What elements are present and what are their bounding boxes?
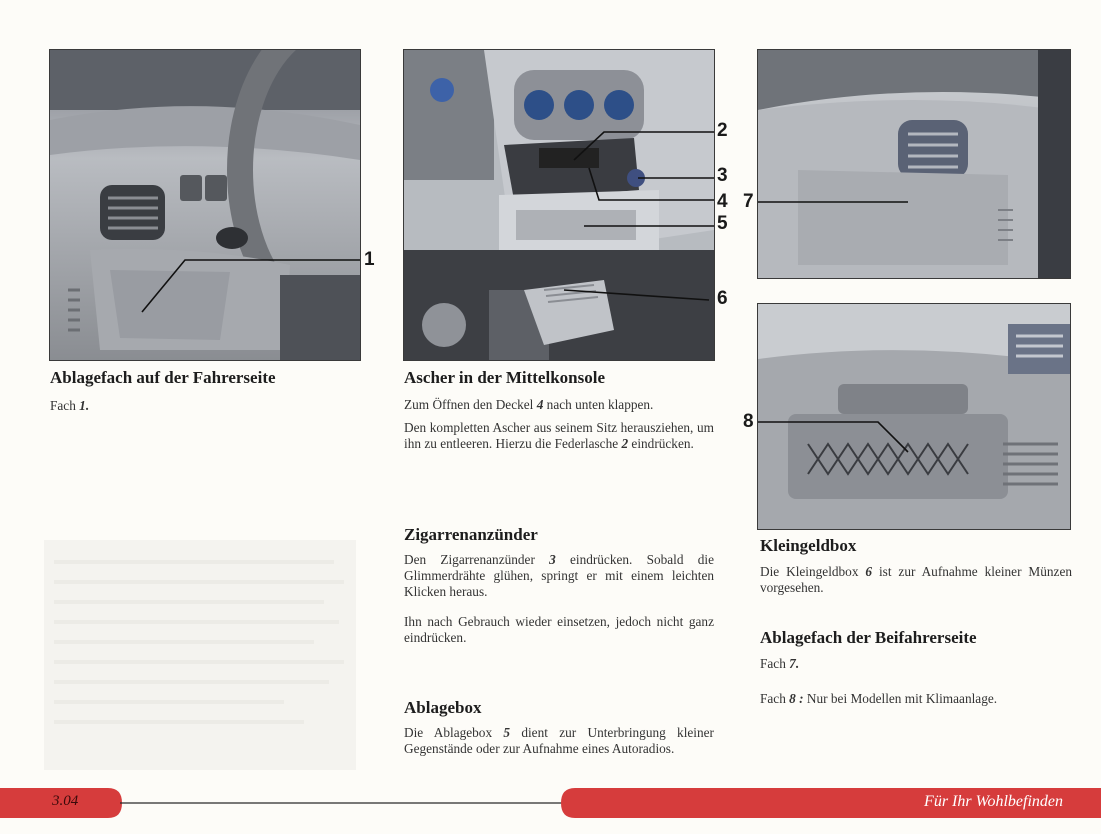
heading-driver-side-compartment: Ablagefach auf der Fahrerseite bbox=[50, 368, 276, 387]
heading-coin-box: Kleingeldbox bbox=[760, 536, 857, 555]
photo-passenger-net-compartment bbox=[757, 303, 1071, 530]
driver-side-illustration bbox=[50, 50, 360, 360]
passenger-side-illustration bbox=[758, 50, 1070, 278]
paragraph-ashtray-open: Zum Öffnen den Deckel 4 nach unten klappen. bbox=[404, 397, 654, 412]
page-number: 3.04 bbox=[52, 793, 79, 809]
callout-number-4: 4 bbox=[717, 191, 728, 212]
photo-passenger-side-compartment bbox=[757, 49, 1071, 279]
section-title: Für Ihr Wohlbefinden bbox=[924, 793, 1063, 810]
paragraph-lighter-reinsert: Ihn nach Gebrauch wieder einsetzen, jedoch nicht ganz eindrücken. bbox=[404, 614, 714, 645]
heading-ashtray: Ascher in der Mittelkonsole bbox=[404, 368, 605, 387]
paragraph-ashtray-empty: Den kompletten Ascher aus seinem Sitz herausziehen, um ihn zu entleeren. Hierzu die Federlasche 2 eindrücken. bbox=[404, 420, 714, 451]
callout-number-8: 8 bbox=[743, 411, 754, 432]
paragraph-lighter-use: Den Zigarrenanzünder 3 eindrücken. Sobald die Glimmerdrähte glühen, springt er mit einem leichten Klicken heraus. bbox=[404, 552, 714, 599]
callout-number-1: 1 bbox=[364, 249, 375, 270]
callout-number-2: 2 bbox=[717, 120, 728, 141]
paragraph-compartment-7: Fach 7. bbox=[760, 656, 800, 671]
callout-number-3: 3 bbox=[717, 165, 728, 186]
paragraph-coin-box: Die Kleingeldbox 6 ist zur Aufnahme kleiner Münzen vorgesehen. bbox=[760, 564, 1072, 595]
heading-storage-box: Ablagebox bbox=[404, 698, 482, 717]
callout-number-6: 6 bbox=[717, 288, 728, 309]
photo-driver-side-compartment bbox=[49, 49, 361, 361]
photo-center-console bbox=[403, 49, 715, 361]
heading-cigarette-lighter: Zigarrenanzünder bbox=[404, 525, 538, 544]
paragraph-compartment-8: Fach 8 : Nur bei Modellen mit Klimaanlage. bbox=[760, 691, 998, 706]
callout-number-7: 7 bbox=[743, 191, 754, 212]
passenger-net-illustration bbox=[758, 304, 1070, 529]
paragraph-storage-box: Die Ablagebox 5 dient zur Unterbringung kleiner Gegenstände oder zur Aufnahme eines Autoradios. bbox=[404, 725, 714, 756]
callout-number-5: 5 bbox=[717, 213, 728, 234]
bleed-through-area bbox=[44, 540, 356, 770]
heading-passenger-compartment: Ablagefach der Beifahrerseite bbox=[760, 628, 977, 647]
center-console-illustration bbox=[404, 50, 714, 360]
paragraph-driver-compartment: Fach 1. bbox=[50, 398, 90, 413]
